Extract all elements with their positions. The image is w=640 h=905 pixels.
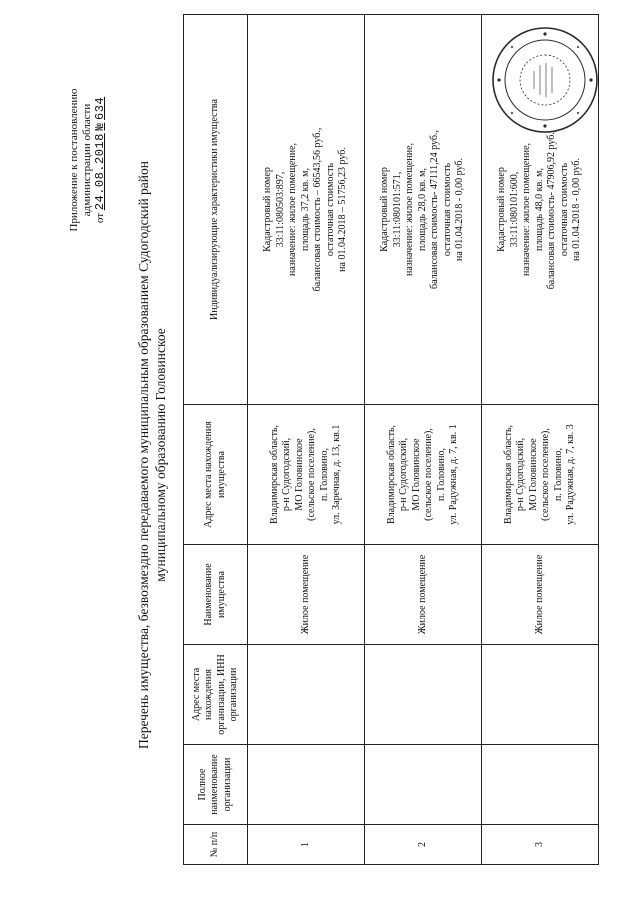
- appendix-date-line: [94, 30, 107, 290]
- address-line: р-н Судогодский,: [515, 437, 526, 512]
- header-num: № п/п: [184, 825, 248, 865]
- number-sign: №: [93, 122, 107, 131]
- address-line: (сельское поселение),: [540, 428, 551, 521]
- characteristics-line: балансовая стоимость – 66543,56 руб.,: [312, 127, 324, 292]
- org-address-cell: [365, 645, 482, 745]
- appendix-line-2: администрации области: [81, 103, 93, 217]
- document-title: [135, 25, 169, 885]
- official-seal: [490, 25, 600, 135]
- org-name-cell: [365, 745, 482, 825]
- property-table: [183, 14, 599, 865]
- header-property-name: Наименование имущества: [184, 545, 248, 645]
- header-org-name: Полное наименование организации: [184, 745, 248, 825]
- characteristics-cell: [365, 15, 482, 405]
- address-line: (сельское поселение),: [423, 428, 434, 521]
- address-line: МО Головинское: [527, 438, 539, 511]
- document-number: 634: [93, 96, 107, 120]
- characteristics-line: остаточная стоимость: [558, 162, 570, 257]
- property-address-cell: [248, 405, 365, 545]
- characteristics-line: на 01.04.2018 - 0,00 руб.: [571, 158, 583, 261]
- characteristics-line: 33:11:080101:600,: [508, 171, 520, 248]
- table-row: [482, 15, 599, 865]
- characteristics-line: Кадастровый номер: [496, 167, 508, 252]
- document-date: 24.08.2018: [93, 133, 107, 211]
- property-address-cell: [482, 405, 599, 545]
- address-line: МО Головинское: [410, 438, 422, 511]
- appendix-header: [68, 30, 107, 290]
- characteristics-line: назначение: жилое помещение,: [521, 142, 533, 277]
- address-line: ул. Радужная, д. 7, кв. 3: [565, 424, 576, 525]
- characteristics-line: остаточная стоимость: [441, 162, 453, 257]
- date-prefix: от: [94, 212, 106, 224]
- address-line: ул. Радужная, д. 7, кв. 1: [448, 424, 459, 525]
- address-line: Владимирская область,: [502, 424, 514, 525]
- org-address-cell: [248, 645, 365, 745]
- characteristics-line: назначение: жилое помещение,: [404, 142, 416, 277]
- title-line-1: Перечень имущества, безвозмездно передаваемого муниципальным образованием Судогодский район: [136, 160, 151, 750]
- org-name-cell: [248, 745, 365, 825]
- characteristics-line: 33:11:080101:571,: [391, 171, 403, 248]
- characteristics-line: Кадастровый номер: [262, 167, 274, 252]
- characteristics-line: на 01.04.2018 - 0,00 руб.: [454, 158, 466, 261]
- characteristics-line: балансовая стоимость- 47111,24 руб.,: [429, 130, 441, 289]
- characteristics-line: площадь 48,0 кв. м,: [533, 167, 545, 252]
- org-name-cell: [482, 745, 599, 825]
- table-header-row: [184, 15, 248, 865]
- address-line: п. Головино,: [435, 447, 447, 502]
- row-number: 2: [365, 825, 482, 865]
- org-address-cell: [482, 645, 599, 745]
- characteristics-line: на 01.04.2018 – 51756,23 руб.: [337, 147, 349, 272]
- address-line: ул. Заречная, д. 13, кв.1: [331, 424, 342, 525]
- title-line-2: муниципальному образованию Головинское: [153, 328, 168, 582]
- characteristics-line: балансовая стоимость- 47906,92 руб.,: [546, 129, 558, 290]
- address-line: (сельское поселение),: [306, 428, 317, 521]
- property-address-cell: [365, 405, 482, 545]
- property-name-cell: Жилое помещение: [248, 545, 365, 645]
- characteristics-line: площадь 28,0 кв. м,: [416, 167, 428, 252]
- address-line: Владимирская область,: [385, 424, 397, 525]
- header-characteristics: Индивидуализирующие характеристики имущества: [184, 15, 248, 405]
- address-line: МО Головинское: [293, 438, 305, 511]
- property-name-cell: Жилое помещение: [482, 545, 599, 645]
- characteristics-cell: [248, 15, 365, 405]
- characteristics-line: назначение: жилое помещение,: [287, 142, 299, 277]
- appendix-line-1: Приложение к постановлению: [68, 88, 80, 232]
- address-line: п. Головино,: [552, 447, 564, 502]
- header-property-address: Адрес места нахождения имущества: [184, 405, 248, 545]
- address-line: Владимирская область,: [268, 424, 280, 525]
- property-name-cell: Жилое помещение: [365, 545, 482, 645]
- header-org-address: Адрес места нахождения организации, ИНН организации: [184, 645, 248, 745]
- address-line: п. Головино,: [318, 447, 330, 502]
- characteristics-line: 33:11:080503:897,: [274, 171, 286, 248]
- characteristics-line: остаточная стоимость: [324, 162, 336, 257]
- address-line: р-н Судогодский,: [398, 437, 409, 512]
- characteristics-line: Кадастровый номер: [379, 167, 391, 252]
- table-row: [365, 15, 482, 865]
- table-row: [248, 15, 365, 865]
- row-number: 3: [482, 825, 599, 865]
- address-line: р-н Судогодский,: [281, 437, 292, 512]
- characteristics-line: площадь 37,2 кв. м,: [299, 167, 311, 252]
- table-body: [248, 15, 599, 865]
- row-number: 1: [248, 825, 365, 865]
